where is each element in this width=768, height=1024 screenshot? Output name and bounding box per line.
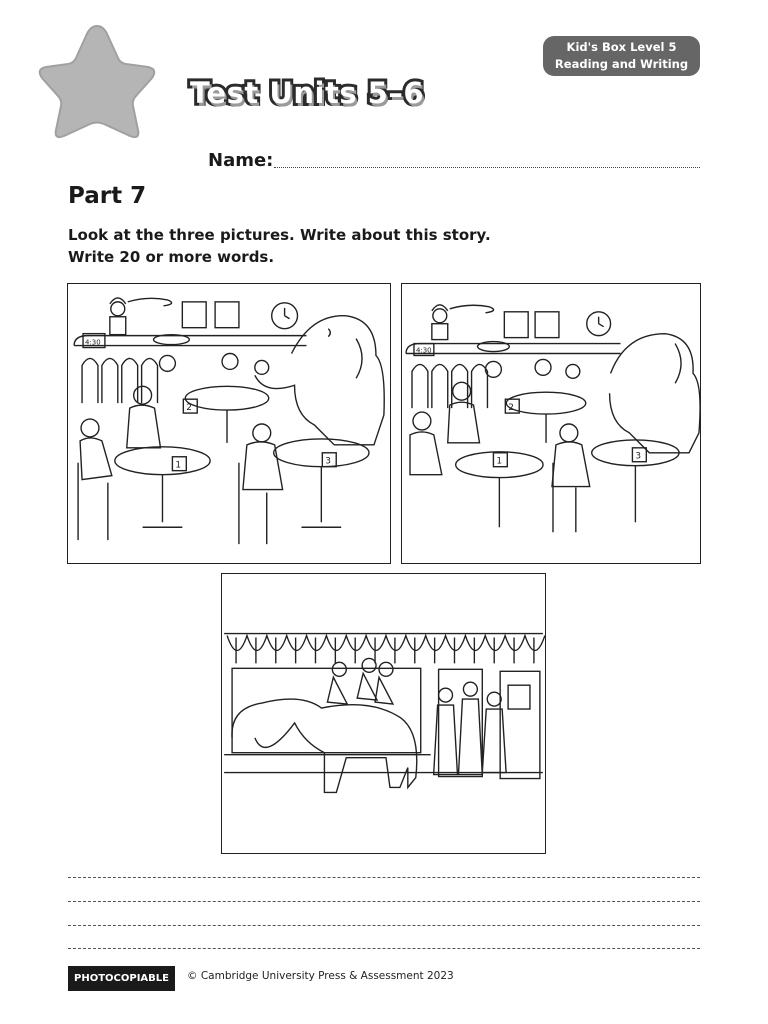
table-number-1: 1 xyxy=(496,456,503,467)
instruction-line-2: Write 20 or more words. xyxy=(68,248,275,266)
table-number-2: 2 xyxy=(186,403,192,414)
page-title: Test Units 5–6 xyxy=(190,76,425,110)
clock-display: 4:30 xyxy=(415,346,432,355)
writing-line-2[interactable] xyxy=(68,901,700,902)
story-picture-3 xyxy=(221,573,546,854)
name-field[interactable] xyxy=(274,167,700,168)
level-badge xyxy=(543,36,700,76)
writing-line-1[interactable] xyxy=(68,877,700,878)
table-number-1: 1 xyxy=(175,460,182,471)
clock-display: 4:30 xyxy=(85,338,101,347)
restaurant-scene-2 xyxy=(402,284,700,563)
table-number-3: 3 xyxy=(325,456,331,467)
writing-line-3[interactable] xyxy=(68,925,700,926)
star-icon xyxy=(34,22,160,144)
copyright-text: © Cambridge University Press & Assessment 2023 xyxy=(187,970,454,982)
story-picture-2 xyxy=(401,283,701,564)
name-label: Name: xyxy=(208,150,274,171)
writing-line-4[interactable] xyxy=(68,948,700,949)
table-number-3: 3 xyxy=(635,451,642,462)
photocopiable-badge: PHOTOCOPIABLE xyxy=(68,966,175,991)
street-scene-3 xyxy=(222,574,545,853)
instruction-line-1: Look at the three pictures. Write about this story. xyxy=(68,226,491,244)
badge-skill-text: Reading and Writing xyxy=(554,57,689,71)
table-number-2: 2 xyxy=(508,403,514,414)
story-picture-1 xyxy=(67,283,391,564)
restaurant-scene-1 xyxy=(68,284,390,563)
part-title: Part 7 xyxy=(68,183,147,209)
badge-level-text: Kid's Box Level 5 xyxy=(566,40,677,54)
